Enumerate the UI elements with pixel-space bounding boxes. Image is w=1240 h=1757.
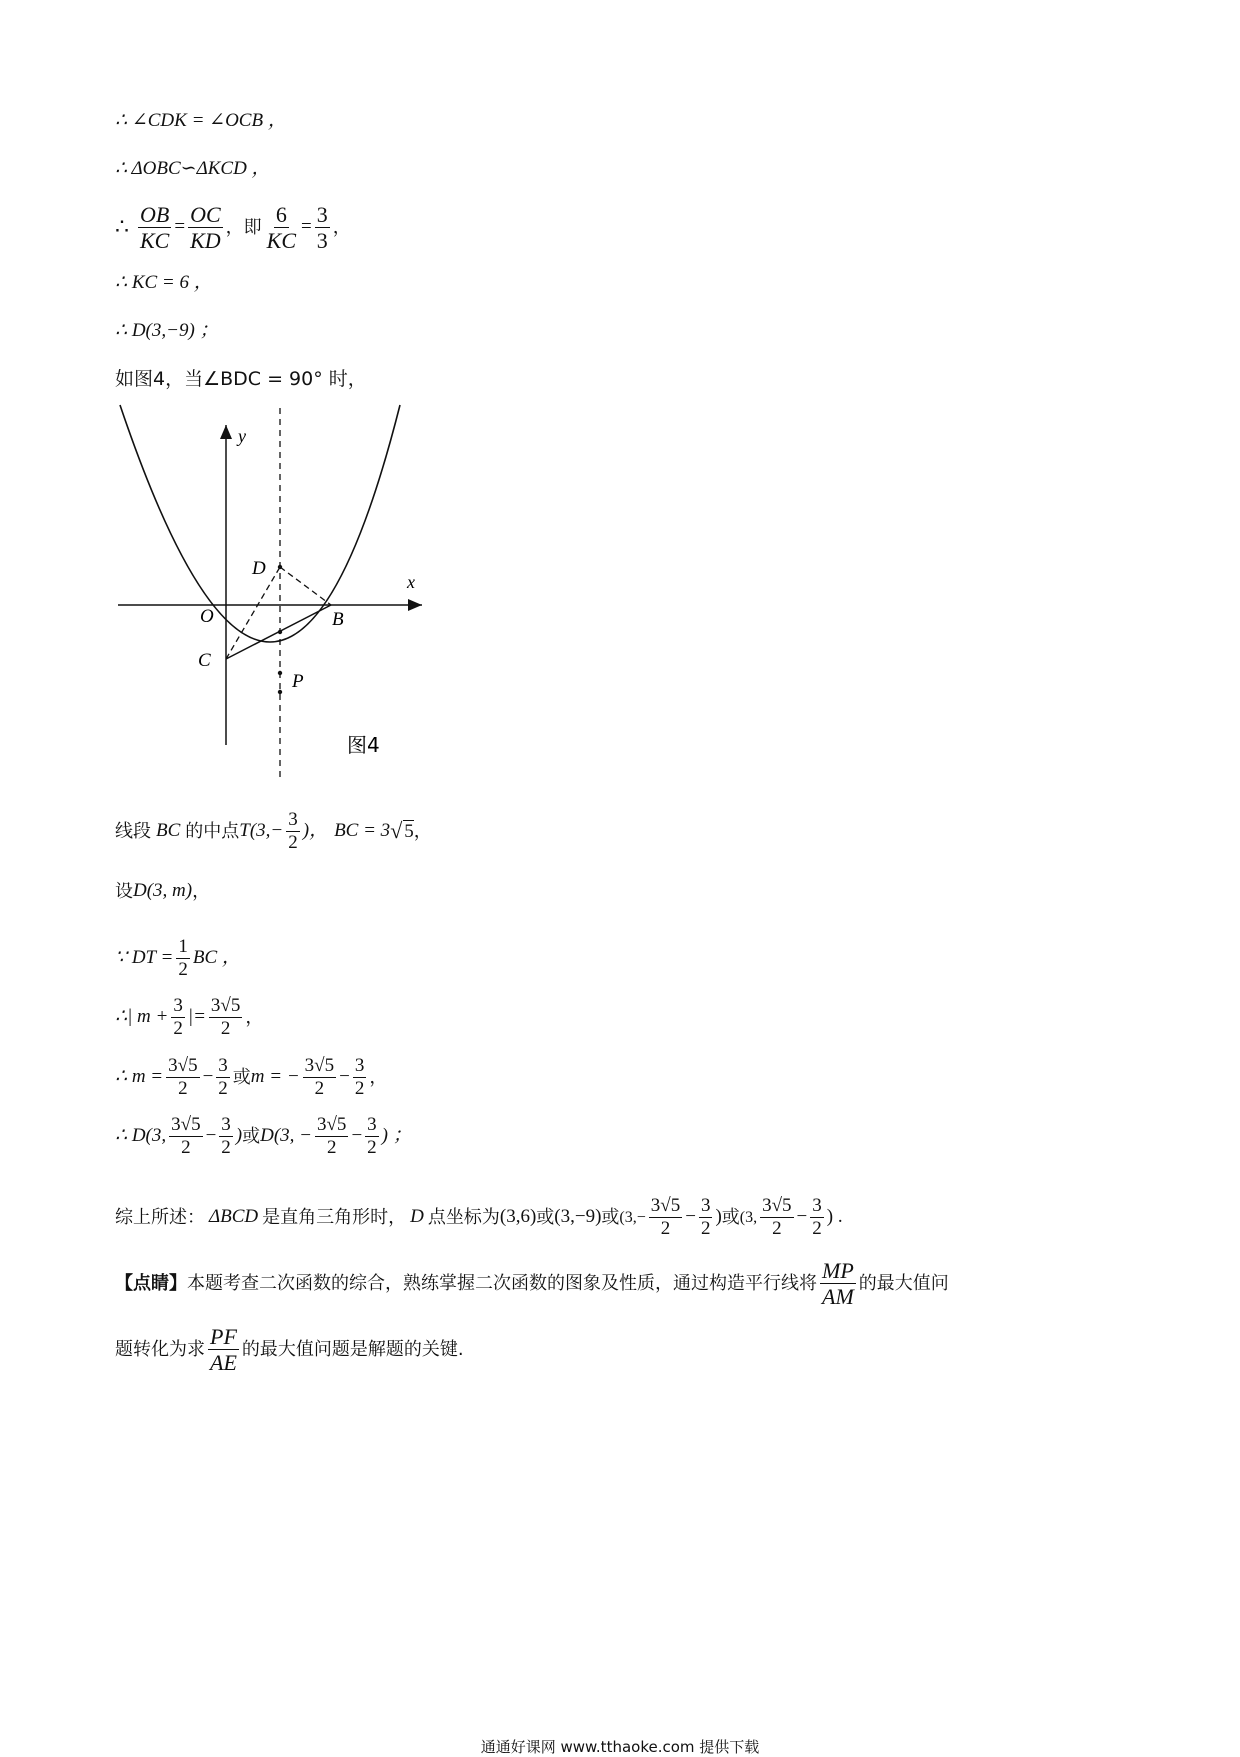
y-axis-arrow — [220, 425, 232, 439]
point-p — [278, 671, 282, 675]
text-similar-triangles: ∴ ΔOBC∽ΔKCD ， — [115, 158, 271, 179]
proof-line-8: 设 D(3, m) ， — [115, 880, 211, 902]
label-o: O — [200, 606, 214, 627]
proof-line-9: ∵ DT = $\frac{1}{2}$ BC ， — [115, 936, 241, 980]
label-x: x — [407, 572, 415, 592]
segment-db-dashed — [280, 567, 331, 605]
proof-line-15-comment: 题转化为求 $\frac{PF}{AE}$ 的最大值问题是解题的关键. — [115, 1324, 464, 1376]
fraction-3-2: $\frac{3}{2}$ — [288, 809, 298, 853]
label-d: D — [252, 558, 266, 579]
proof-line-10: ∴| m + $\frac{3}{2}$ |= $\frac{3√5}{2}$ ， — [115, 995, 264, 1039]
x-axis-arrow — [408, 599, 422, 611]
proof-line-14-comment: 【点睛】 本题考查二次函数的综合，熟练掌握二次函数的图象及性质，通过构造平行线将 $\frac{MP}{AM}$ 的最大值问 — [115, 1258, 949, 1310]
proof-line-6 — [115, 368, 367, 391]
text-kc-value: ∴ KC = 6 ， — [115, 272, 213, 293]
fraction-6-kc: $\frac{6}{KC}$ — [266, 202, 296, 254]
proof-line-13-summary: 综上所述： ΔBCD 是直角三角形时， D 点坐标为 (3,6) 或 (3,−9) 或 (3,− $\frac{3√5}{2}$ − $\frac{3}{2}$ ) 或 (3, $\frac{3√5}{2}$ − $\frac{3}{2}$ ) . — [115, 1195, 843, 1239]
text-angle-equality: ∴ ∠CDK = ∠OCB ， — [115, 110, 287, 131]
proof-line-2 — [115, 158, 271, 181]
fraction-3sqrt5-2: $\frac{3√5}{2}$ — [210, 995, 241, 1039]
text-d-point: ∴ D(3,−9) ； — [115, 320, 219, 341]
fraction-3-2: $\frac{3}{2}$ — [173, 995, 183, 1039]
fraction-oc-kd: $\frac{OC}{KD}$ — [190, 202, 221, 254]
proof-line-1 — [115, 110, 287, 133]
label-p: P — [292, 671, 304, 692]
point-t — [278, 630, 282, 634]
point-d — [278, 565, 282, 569]
therefore-symbol: ∴ — [115, 214, 129, 240]
fraction-ob-kc: $\frac{OB}{KC}$ — [140, 202, 170, 254]
proof-line-4 — [115, 272, 213, 295]
label-c: C — [198, 650, 211, 671]
fraction-1-2: $\frac{1}{2}$ — [178, 936, 188, 980]
parabola-figure-4 — [110, 400, 440, 785]
label-y: y — [238, 426, 246, 446]
fraction-3-3: $\frac{3}{3}$ — [316, 202, 328, 254]
proof-line-5 — [115, 320, 219, 343]
proof-line-11: ∴ m = $\frac{3√5}{2}$ − $\frac{3}{2}$ 或 m = − $\frac{3√5}{2}$ − $\frac{3}{2}$ ， — [115, 1055, 388, 1099]
page-footer: 通通好课网 www.tthaoke.com 提供下载 — [480, 1738, 760, 1756]
parabola-curve — [120, 405, 400, 642]
fraction-mp-am: $\frac{MP}{AM}$ — [822, 1258, 854, 1310]
proof-line-12: ∴ D(3, $\frac{3√5}{2}$ − $\frac{3}{2}$ ) 或 D(3, − $\frac{3√5}{2}$ − $\frac{3}{2}$ ) ； — [115, 1114, 412, 1158]
fraction-pf-ae: $\frac{PF}{AE}$ — [210, 1324, 237, 1376]
text-figure4-intro: 如图4，当∠BDC = 90° 时， — [115, 368, 367, 390]
proof-line-7: 线段 BC 的中点 T(3,− $\frac{3}{2}$ )， BC = 3 √ 5 ， — [115, 809, 432, 853]
proof-line-3: ∴ $\frac{OB}{KC}$ = $\frac{OC}{KD}$ ，即 $\frac{6}{KC}$ = $\frac{3}{3}$ ， — [115, 202, 351, 254]
point-below-p — [278, 690, 282, 694]
figure-caption: 图4 — [347, 733, 380, 757]
label-b: B — [332, 609, 344, 630]
